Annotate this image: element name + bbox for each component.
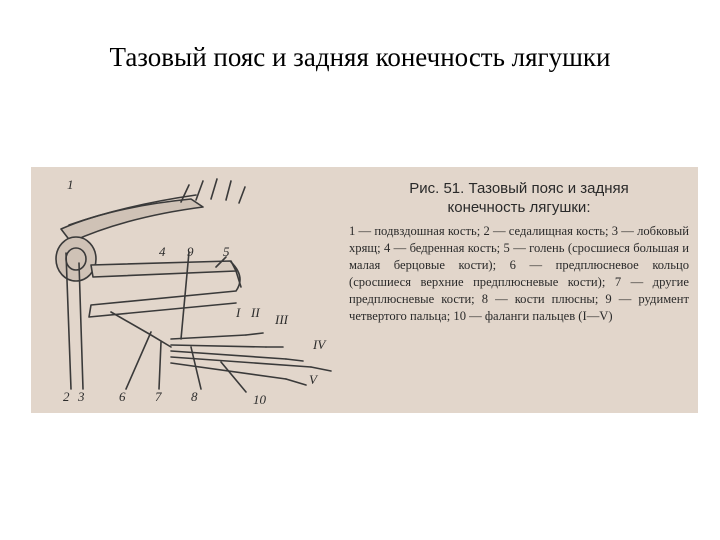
label-5: 5: [223, 244, 230, 259]
label-1: 1: [67, 177, 74, 192]
caption-heading-line1: Рис. 51. Тазовый пояс и задняя: [409, 180, 629, 197]
slide-title: Тазовый пояс и задняя конечность лягушки: [109, 42, 611, 72]
caption-heading-line2: конечность лягушки:: [447, 199, 591, 216]
label-8: 8: [191, 389, 198, 404]
caption-legend: 1 — подвздошная кость; 2 — седалищная кость; 3 — лобковый хрящ; 4 — бедренная кость; 5 — голень (сросшиеся большая и малая берцовые кости); 6 — предплюсневое кольцо (сросшиеся верхние предплюсневые кости); 7 — другие предплюсневые кости; 8 — кости плюсны; 9 — рудимент четвертого пальца; 10 — фаланги пальцев (I—V): [349, 224, 689, 323]
figure-caption: [349, 179, 689, 325]
roman-IV: IV: [313, 337, 326, 352]
roman-V: V: [309, 372, 317, 387]
label-7: 7: [155, 389, 162, 404]
label-10: 10: [253, 392, 266, 407]
roman-I: I: [236, 305, 241, 320]
label-4: 4: [159, 244, 166, 259]
label-3: 3: [78, 389, 85, 404]
roman-II: II: [251, 305, 260, 320]
label-9: 9: [187, 244, 194, 259]
label-2: 2: [63, 389, 70, 404]
roman-III: III: [275, 312, 288, 327]
label-6: 6: [119, 389, 126, 404]
scanned-figure: [31, 167, 698, 413]
